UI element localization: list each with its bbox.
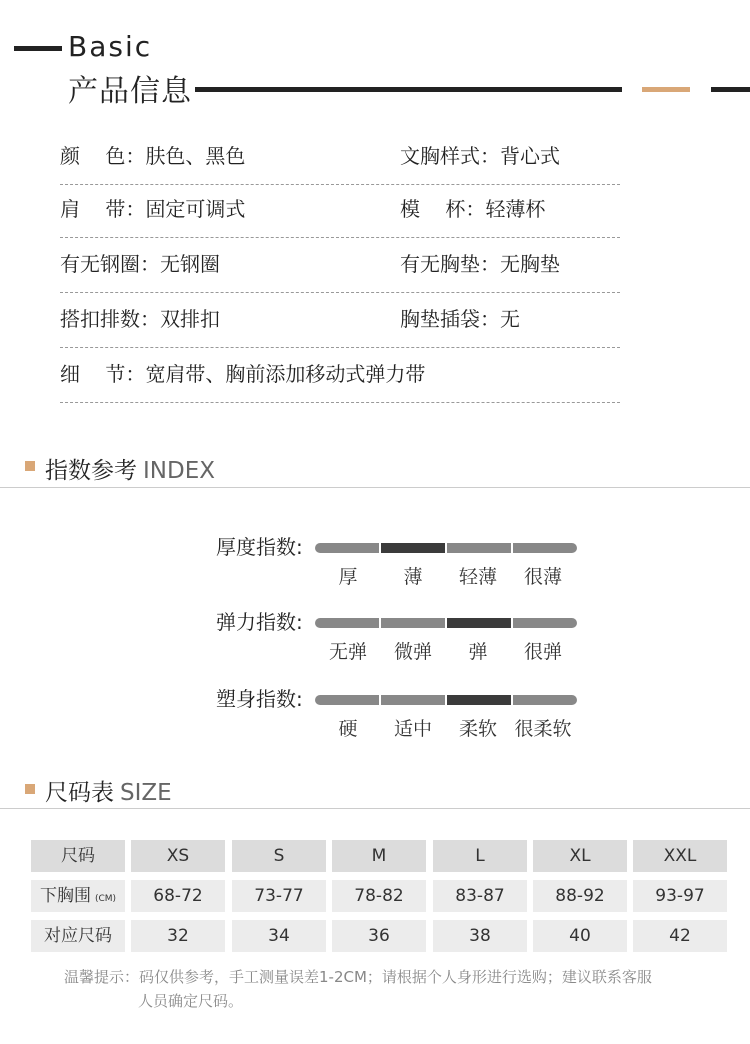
info-value: 无 — [500, 307, 520, 331]
size-header-label: 尺码 — [31, 840, 125, 872]
index-segment-selected — [447, 618, 511, 628]
size-cell: 83-87 — [433, 880, 527, 912]
index-scale-bar — [315, 695, 577, 705]
size-cell: 78-82 — [332, 880, 426, 912]
size-cell: 40 — [533, 920, 627, 952]
size-row-label — [31, 880, 125, 912]
index-label: 弹力指数: — [216, 610, 303, 634]
header-basic-label: Basic — [68, 30, 153, 63]
size-cell: 68-72 — [131, 880, 225, 912]
index-scale-bar — [315, 618, 577, 628]
size-note — [64, 965, 704, 1013]
size-header-cell: M — [332, 840, 426, 872]
index-segment — [447, 543, 511, 553]
size-cell: 88-92 — [533, 880, 627, 912]
info-label: 胸垫插袋： — [400, 307, 500, 331]
index-segment-selected — [381, 543, 445, 553]
info-value: 背心式 — [500, 144, 560, 168]
info-value: 肤色、黑色 — [145, 144, 246, 168]
index-option: 硬 — [338, 718, 358, 740]
index-option: 很薄 — [523, 566, 562, 588]
info-label: 模 杯： — [400, 197, 486, 221]
index-option: 薄 — [403, 566, 423, 588]
index-option: 轻薄 — [458, 566, 497, 588]
size-header-cell: XL — [533, 840, 627, 872]
index-label: 塑身指数: — [216, 687, 303, 711]
row-label-unit: (CM) — [94, 894, 117, 904]
size-cell: 34 — [232, 920, 326, 952]
size-title-en: SIZE — [120, 780, 172, 806]
info-value: 固定可调式 — [145, 197, 246, 221]
index-label: 厚度指数: — [216, 535, 303, 559]
index-option: 无弹 — [328, 641, 367, 663]
info-row — [60, 238, 620, 293]
index-option: 适中 — [393, 718, 432, 740]
header-rule — [195, 87, 622, 92]
info-row — [60, 348, 620, 403]
info-left — [60, 303, 220, 332]
header-accent-bar — [642, 87, 690, 92]
info-value: 无钢圈 — [160, 252, 220, 276]
size-header-cell: XXL — [633, 840, 727, 872]
index-title-cn: 指数参考 — [45, 458, 137, 484]
info-value: 无胸垫 — [500, 252, 560, 276]
info-label: 搭扣排数： — [60, 307, 160, 331]
info-left — [60, 358, 425, 387]
info-value: 轻薄杯 — [485, 197, 546, 221]
info-right — [400, 248, 560, 277]
index-title-en: INDEX — [143, 458, 215, 484]
info-label: 颜 色： — [60, 144, 146, 168]
note-line-1: 温馨提示：码仅供参考，手工测量误差1-2CM；请根据个人身形进行选购；建议联系客服 — [64, 968, 652, 986]
index-segment — [315, 618, 379, 628]
note-line-2: 人员确定尺码。 — [138, 992, 244, 1010]
row-label-text: 下胸围 — [39, 886, 91, 906]
page-title: 产品信息 — [68, 74, 192, 109]
section-divider — [0, 487, 750, 488]
size-title-cn: 尺码表 — [45, 780, 114, 806]
info-label: 肩 带： — [60, 197, 146, 221]
index-scale-bar — [315, 543, 577, 553]
info-left — [60, 193, 245, 222]
size-cell: 42 — [633, 920, 727, 952]
section-marker — [25, 461, 35, 471]
info-row — [60, 130, 620, 185]
size-row-label — [31, 920, 125, 952]
index-section-title — [45, 452, 215, 485]
info-left — [60, 248, 220, 277]
size-header-cell: S — [232, 840, 326, 872]
info-value: 双排扣 — [160, 307, 220, 331]
index-option: 很柔软 — [514, 718, 572, 740]
size-cell: 32 — [131, 920, 225, 952]
size-header-cell: XS — [131, 840, 225, 872]
size-cell: 36 — [332, 920, 426, 952]
index-segment-selected — [447, 695, 511, 705]
index-segment — [381, 618, 445, 628]
header-dash-right — [711, 87, 750, 92]
size-section-title — [45, 774, 172, 807]
info-row — [60, 183, 620, 238]
index-option: 厚 — [338, 566, 358, 588]
index-option: 微弹 — [393, 641, 432, 663]
size-header-cell: L — [433, 840, 527, 872]
info-right — [400, 193, 545, 222]
section-divider — [0, 808, 750, 809]
index-segment — [513, 543, 577, 553]
info-label: 细 节： — [60, 362, 146, 386]
info-left — [60, 140, 245, 169]
header-dash-left — [14, 46, 62, 51]
index-segment — [513, 695, 577, 705]
info-label: 文胸样式： — [400, 144, 500, 168]
index-segment — [315, 695, 379, 705]
info-label: 有无钢圈： — [60, 252, 160, 276]
info-right — [400, 303, 520, 332]
info-row — [60, 293, 620, 348]
section-marker — [25, 784, 35, 794]
index-segment — [513, 618, 577, 628]
index-option: 弹 — [468, 641, 488, 663]
info-right — [400, 140, 560, 169]
index-segment — [381, 695, 445, 705]
info-value: 宽肩带、胸前添加移动式弹力带 — [145, 362, 426, 386]
info-label: 有无胸垫： — [400, 252, 500, 276]
size-cell: 73-77 — [232, 880, 326, 912]
index-option: 很弹 — [523, 641, 562, 663]
index-segment — [315, 543, 379, 553]
size-cell: 93-97 — [633, 880, 727, 912]
size-cell: 38 — [433, 920, 527, 952]
row-label-text: 对应尺码 — [44, 926, 112, 946]
index-option: 柔软 — [458, 718, 497, 740]
